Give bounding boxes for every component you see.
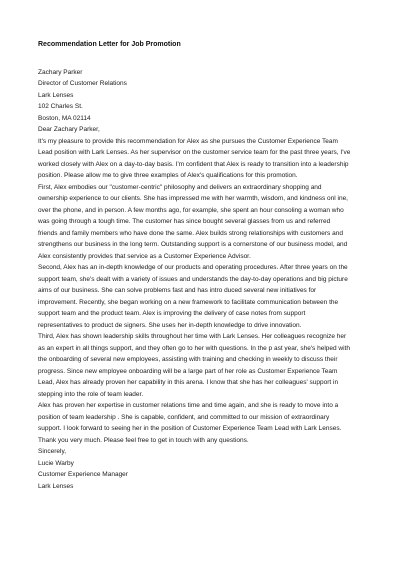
letter-line: representatives to product de signers. She uses her in-depth knowledge to drive innovation. (38, 321, 302, 329)
letter-line: Lead position with Lark Lenses. As her supervisor on the customer service team for the past three years, I've (38, 149, 351, 156)
letter-line: support. I look forward to seeing her in the position of Customer Experience Team Lead with Lark Lenses. (38, 425, 342, 432)
letter-line: progress. Since new employee onboarding will be a large part of her role as Customer Experience Team (38, 367, 338, 375)
letter-line: Customer Experience Manager (38, 471, 128, 478)
letter-line: Dear Zachary Parker, (38, 126, 100, 133)
letter-line: Thank you very much. Please feel free to get in touch with any questions. (38, 436, 249, 444)
letter-line: position of team leadership . She is capable, confident, and committed to our mission of extraordinary (38, 413, 330, 421)
letter-line: as an expert in all things support, and they often go to her with questions. In the p ast year, she's helped with (38, 344, 350, 352)
letter-line: Lead, Alex has already proven her capability in this arena. I know that she has her colleagues' support in (38, 379, 339, 386)
letter-line: 102 Charles St. (38, 103, 83, 110)
letter-line: ownership experience to our clients. She has impressed me with her warmth, wisdom, and kindness onl ine, (38, 195, 348, 202)
letter-line: over the phone, and in person. A few months ago, for example, she spent an hour consoling a woman who (38, 206, 344, 214)
letter-line: position. Please allow me to give three examples of Alex's qualifications for this promotion. (38, 172, 298, 179)
letter-line: Zachary Parker (38, 68, 83, 76)
letter-line: worked closely with Alex on a day-to-day basis. I'm confident that Alex is ready to transition into a leadership (38, 160, 349, 168)
letter-line: strengthens our business in the long term. Outstanding support is a cornerstone of our business model, and (38, 241, 348, 248)
letter-line: improvement. Recently, she began working on a new framework to facilitate communication between the (38, 298, 339, 306)
letter-line: Alex consistently provides that service as a Customer Experience Advisor. (38, 252, 251, 260)
letter-line: It's my pleasure to provide this recommendation for Alex as she pursues the Customer Experience Team (38, 137, 338, 145)
letter-line: stepping into the role of team leader. (38, 390, 144, 398)
letter-line: Lark Lenses (38, 482, 74, 490)
letter-line: Boston, MA 02114 (38, 114, 91, 122)
letter-line: the onboarding of several new employees, assisting with training and checking in weekly to discuss their (38, 356, 338, 363)
letter-line: Director of Customer Relations (38, 80, 127, 87)
letter-document (38, 39, 368, 492)
letter-line: support team and the product team. Alex is improving the delivery of case notes from support (38, 310, 306, 317)
letter-line: Second, Alex has an in-depth knowledge of our products and operating procedures. After three years on the (38, 264, 348, 271)
letter-line: support team, she's dealt with a variety of issues and understands the day-to-day operations and big picture (38, 275, 348, 283)
letter-body (38, 67, 368, 493)
letter-title: Recommendation Letter for Job Promotion (38, 41, 181, 48)
letter-line: Lark Lenses (38, 91, 74, 99)
letter-line: friends and family members who have done the same. Alex builds strong relationships with customers and (38, 229, 343, 237)
letter-line: Alex has proven her expertise in customer relations time and time again, and she is ready to move into a (38, 402, 339, 409)
letter-line: was going through a tough time. The customer has since bought several glasses from us and referred (38, 218, 331, 225)
letter-line: Third, Alex has shown leadership skills throughout her time with Lark Lenses. Her colleagues recognize her (38, 333, 347, 340)
letter-line: Lucie Warby (38, 459, 74, 467)
letter-line: First, Alex embodies our "customer-centric" philosophy and delivers an extraordinary shopping and (38, 183, 322, 191)
letter-line: aims of our business. She can solve problems fast and has intro duced several new initiatives for (38, 287, 317, 294)
letter-line: Sincerely, (38, 448, 67, 455)
